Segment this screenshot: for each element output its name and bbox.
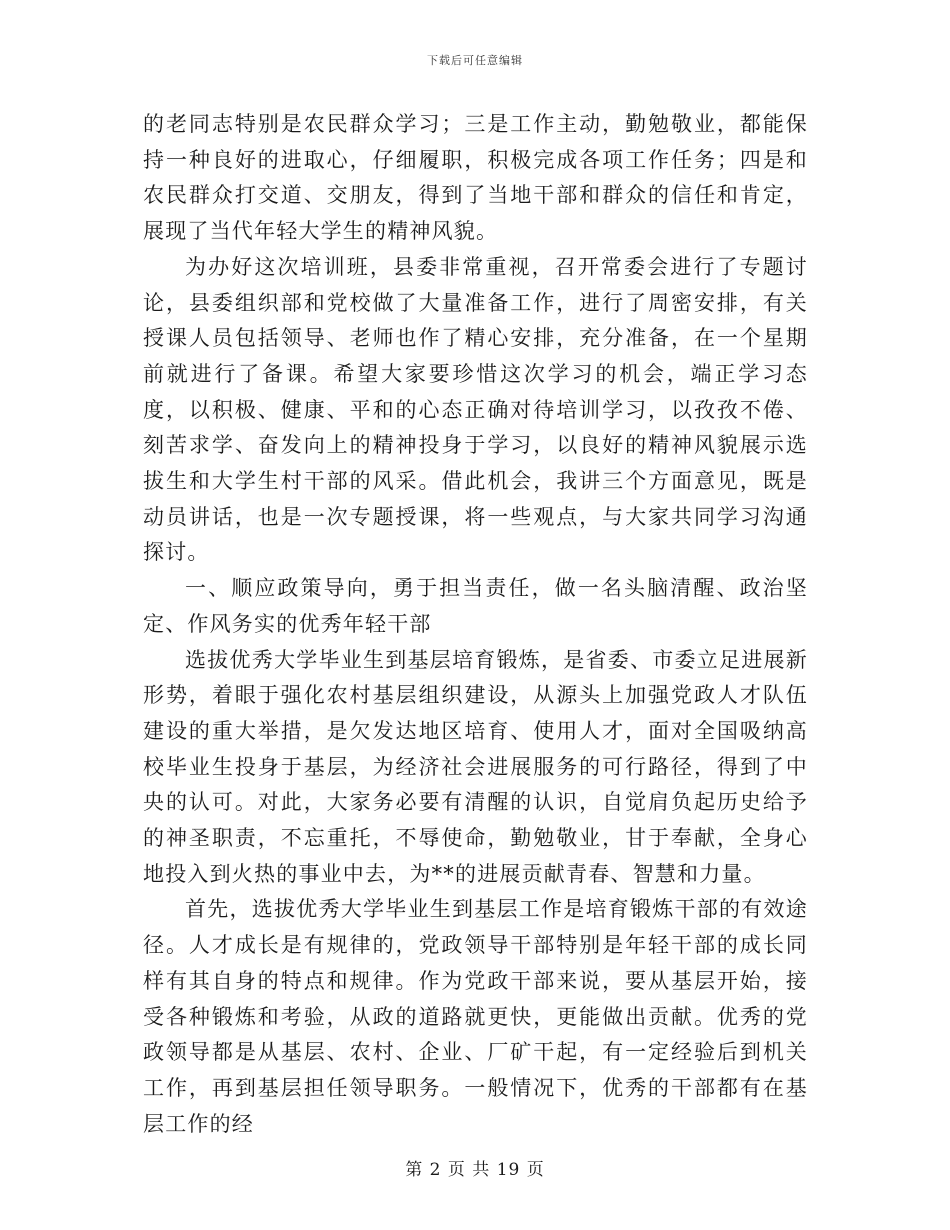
footer-current-page: 2	[429, 1160, 442, 1180]
document-body	[143, 107, 808, 1142]
footer-prefix: 第	[405, 1160, 424, 1180]
paragraph-training-class: 为办好这次培训班，县委非常重视，召开常委会进行了专题讨论，县委组织部和党校做了大量准备工作，进行了周密安排，有关授课人员包括领导、老师也作了精心安排，充分准备，在一个星期前就进行了备课。希望大家要珍惜这次学习的机会，端正学习态度，以积极、健康、平和的心态正确对待培训学习，以孜孜不倦、刻苦求学、奋发向上的精神投身于学习，以良好的精神风貌展示选拔生和大学生村干部的风采。借此机会，我讲三个方面意见，既是动员讲话，也是一次专题授课，将一些观点，与大家共同学习沟通探讨。	[143, 254, 808, 565]
paragraph-first-point: 首先，选拔优秀大学毕业生到基层工作是培育锻炼干部的有效途径。人才成长是有规律的，党政领导干部特别是年轻干部的成长同样有其自身的特点和规律。作为党政干部来说，要从基层开始，接受各种锻炼和考验，从政的道路就更快，更能做出贡献。优秀的党政领导都是从基层、农村、企业、厂矿干起，有一定经验后到机关工作，再到基层担任领导职务。一般情况下，优秀的干部都有在基层工作的经	[143, 897, 808, 1136]
page-header: 下载后可任意编辑	[427, 54, 523, 67]
footer-middle: 页 共	[447, 1160, 491, 1180]
page-number-footer	[0, 1155, 950, 1180]
footer-suffix: 页	[526, 1160, 545, 1180]
footer-total-pages: 19	[496, 1160, 521, 1180]
section-heading-one: 一、顺应政策导向，勇于担当责任，做一名头脑清醒、政治坚定、作风务实的优秀年轻干部	[143, 576, 808, 636]
paragraph-continuation: 的老同志特别是农民群众学习；三是工作主动，勤勉敬业，都能保持一种良好的进取心，仔细履职，积极完成各项工作任务；四是和农民群众打交道、交朋友，得到了当地干部和群众的信任和肯定，展现了当代年轻大学生的精神风貌。	[143, 112, 808, 244]
paragraph-selection-policy: 选拔优秀大学毕业生到基层培育锻炼，是省委、市委立足进展新形势，着眼于强化农村基层组织建设，从源头上加强党政人才队伍建设的重大举措，是欠发达地区培育、使用人才，面对全国吸纳高校毕业生投身于基层，为经济社会进展服务的可行路径，得到了中央的认可。对此，大家务必要有清醒的认识，自觉肩负起历史给予的神圣职责，不忘重托，不辱使命，勤勉敬业，甘于奉献，全身心地投入到火热的事业中去，为**的进展贡献青春、智慧和力量。	[143, 647, 808, 886]
